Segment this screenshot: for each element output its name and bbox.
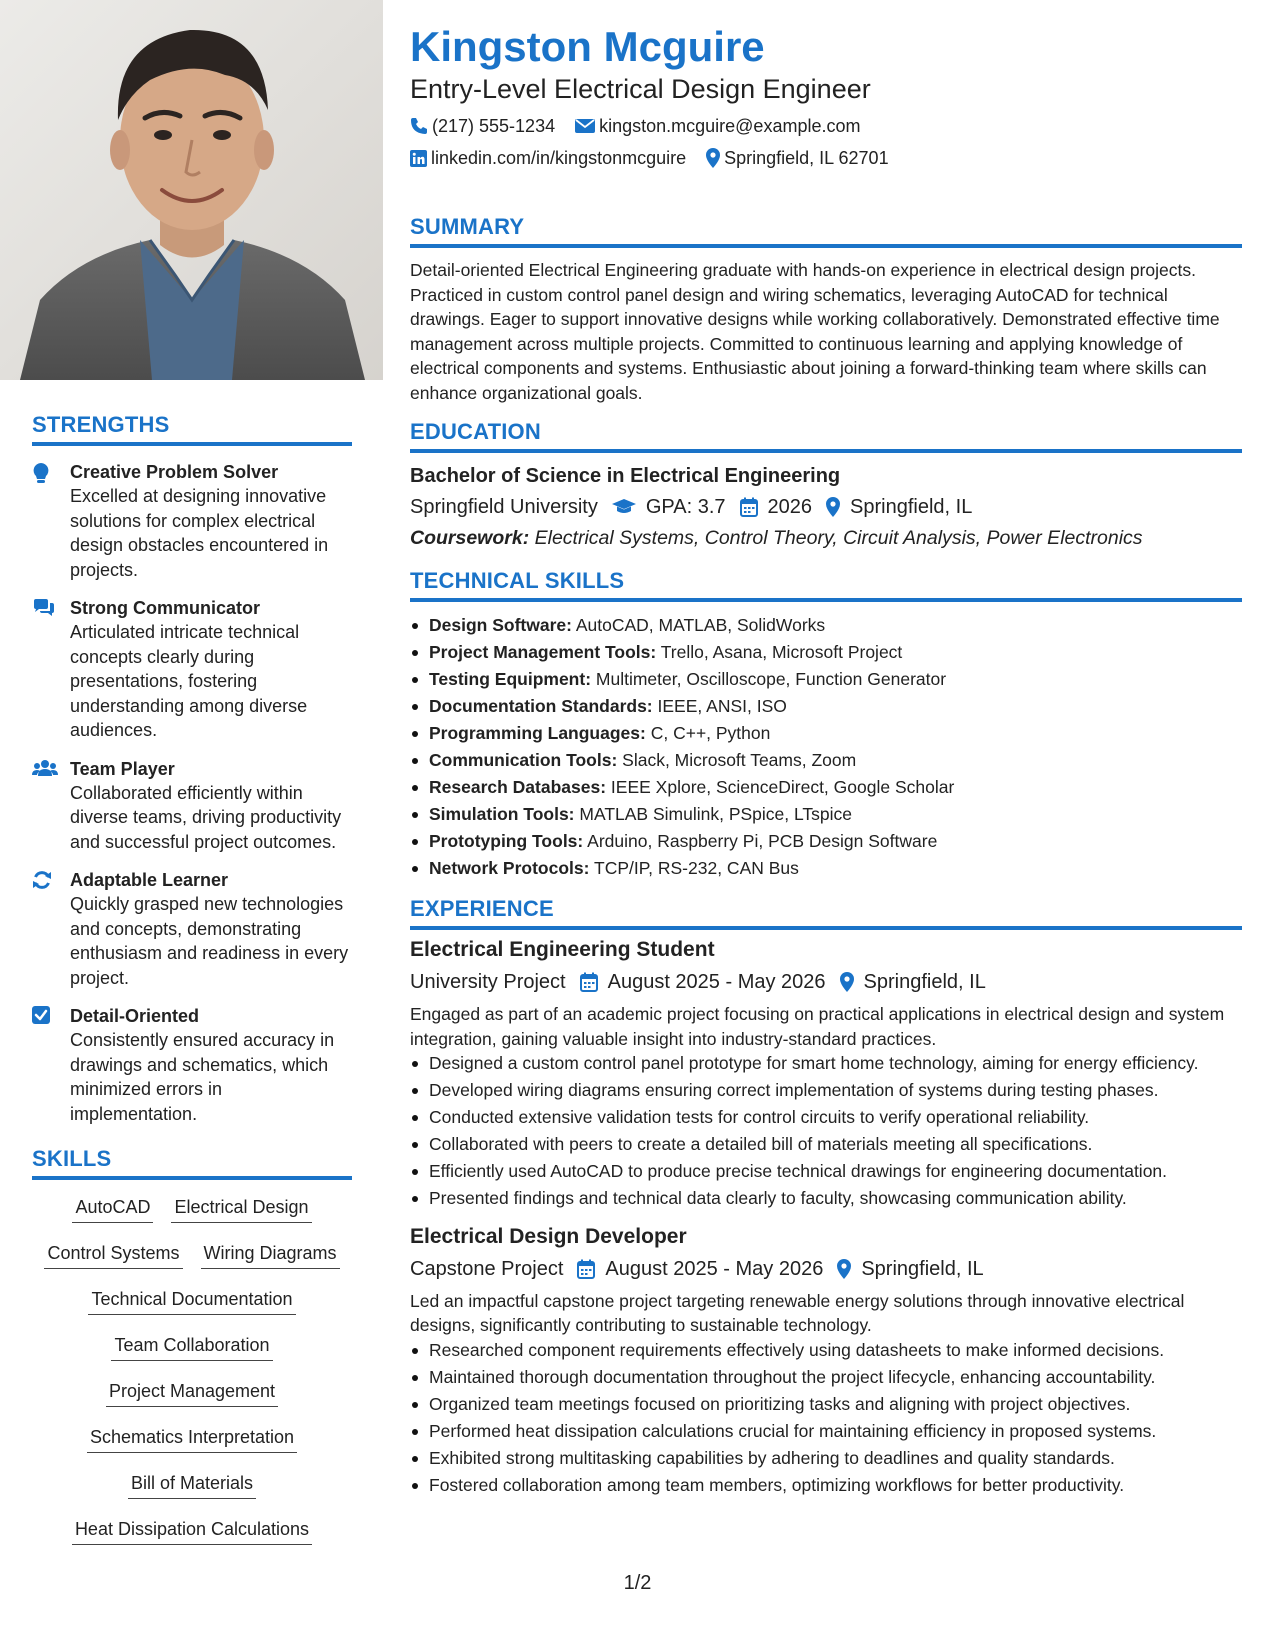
lightbulb-icon — [32, 460, 70, 582]
job-title: Electrical Design Developer — [410, 1224, 687, 1248]
skill-values: IEEE Xplore, ScienceDirect, Google Scholar — [610, 777, 955, 797]
calendar-icon — [740, 497, 758, 517]
coursework — [410, 524, 1242, 552]
strength-item — [32, 1004, 352, 1126]
skill-category: Simulation Tools: — [429, 804, 575, 824]
summary-heading: SUMMARY — [410, 214, 1242, 248]
right-column — [410, 22, 1242, 1500]
calendar-icon — [580, 972, 598, 992]
list-item: Performed heat dissipation calculations crucial for maintaining efficiency in proposed systems. — [410, 1419, 1242, 1444]
list-item — [410, 639, 1242, 666]
list-item: Exhibited strong multitasking capabilities by adhering to deadlines and quality standards. — [410, 1446, 1242, 1471]
strength-item — [32, 757, 352, 855]
education-location-item — [826, 493, 972, 521]
job-location: Springfield, IL — [861, 1257, 984, 1280]
job-description: Led an impactful capstone project targeting renewable energy solutions through innovative electrical designs, significantly contributing to sustainable technology. — [410, 1290, 1185, 1335]
graduation-year: 2026 — [767, 496, 813, 518]
degree-title: Bachelor of Science in Electrical Engineering — [410, 465, 841, 487]
list-item: Conducted extensive validation tests for control circuits to verify operational reliability. — [410, 1105, 1242, 1130]
technical-skills-list — [410, 612, 1242, 882]
location-text: Springfield, IL 62701 — [724, 148, 889, 168]
skill-category: Research Databases: — [429, 777, 607, 797]
education-heading: EDUCATION — [410, 419, 1242, 453]
phone-icon — [410, 117, 428, 135]
year-item — [740, 493, 813, 521]
list-item: Developed wiring diagrams ensuring correct implementation of systems during testing phases. — [410, 1078, 1242, 1103]
left-column — [32, 412, 352, 1545]
skill-values: TCP/IP, RS-232, CAN Bus — [594, 858, 799, 878]
job-meta — [410, 968, 1242, 996]
job-organization: Capstone Project — [410, 1257, 564, 1280]
resume-header — [410, 22, 1242, 170]
strength-item — [32, 868, 352, 990]
linkedin-text: linkedin.com/in/kingstonmcguire — [431, 148, 687, 168]
list-item: Presented findings and technical data clearly to faculty, showcasing communication ability. — [410, 1186, 1242, 1211]
list-item: Designed a custom control panel prototype for smart home technology, aiming for energy efficiency. — [410, 1051, 1242, 1076]
skill-values: MATLAB Simulink, PSpice, LTspice — [579, 804, 853, 824]
skill-category: Documentation Standards: — [429, 696, 653, 716]
map-pin-icon — [837, 1259, 851, 1279]
list-item: Fostered collaboration among team members, optimizing workflows for better productivity. — [410, 1473, 1242, 1498]
phone-contact[interactable] — [410, 114, 555, 138]
technical-skills-heading: TECHNICAL SKILLS — [410, 568, 1242, 602]
job-bullets — [410, 1051, 1242, 1211]
strength-title: Adaptable Learner — [70, 870, 229, 890]
envelope-icon — [575, 118, 595, 134]
skill-category: Design Software: — [429, 615, 572, 635]
job-dates: August 2025 - May 2026 — [607, 971, 826, 993]
list-item: Organized team meetings focused on prioritizing tasks and aligning with project objectives. — [410, 1392, 1242, 1417]
linkedin-contact[interactable] — [410, 146, 686, 170]
sync-icon — [32, 868, 70, 990]
gpa-item — [612, 493, 726, 521]
experience-entry — [410, 1223, 1242, 1498]
list-item — [410, 693, 1242, 720]
job-location-item — [837, 1255, 983, 1283]
location-contact — [706, 146, 888, 170]
skill-tag: Project Management — [106, 1378, 278, 1407]
contact-row — [410, 114, 1242, 138]
job-dates-item — [577, 1255, 823, 1283]
linkedin-icon — [410, 150, 427, 167]
list-item — [410, 720, 1242, 747]
list-item: Efficiently used AutoCAD to produce precise technical drawings for engineering documentation. — [410, 1159, 1242, 1184]
strength-description: Quickly grasped new technologies and concepts, demonstrating enthusiasm and readiness in every project. — [70, 894, 349, 988]
education-location: Springfield, IL — [850, 496, 973, 518]
summary-section — [410, 214, 1242, 405]
skill-tag: Schematics Interpretation — [87, 1424, 297, 1453]
strength-title: Creative Problem Solver — [70, 462, 279, 482]
skills-heading: SKILLS — [32, 1146, 352, 1180]
skill-category: Communication Tools: — [429, 750, 618, 770]
skill-values: C, C++, Python — [650, 723, 771, 743]
skill-values: Arduino, Raspberry Pi, PCB Design Software — [587, 831, 938, 851]
checkbox-icon — [32, 1004, 70, 1126]
email-contact[interactable] — [575, 114, 860, 138]
job-location-item — [840, 968, 986, 996]
skills-section — [32, 1146, 352, 1545]
technical-skills-section — [410, 568, 1242, 882]
skill-values: IEEE, ANSI, ISO — [657, 696, 787, 716]
strength-description: Collaborated efficiently within diverse teams, driving productivity and successful project outcomes. — [70, 782, 342, 852]
strengths-section — [32, 412, 352, 1126]
summary-text: Detail-oriented Electrical Engineering graduate with hands-on experience in electrical design projects. Practiced in custom control panel design and wiring schematics, leveraging AutoCAD for technical drawings. Eager to support innovative designs while working collaboratively. Demonstrated effective time management across multiple projects. Committed to continuous learning and applying knowledge of electrical components and systems. Enthusiastic about joining a forward-thinking team where skills can enhance organizational goals. — [410, 260, 1220, 403]
job-description: Engaged as part of an academic project focusing on practical applications in electrical design and system integration, gaining valuable insight into industry-standard practices. — [410, 1004, 1225, 1049]
strength-description: Consistently ensured accuracy in drawings and schematics, which minimized errors in implementation. — [70, 1030, 335, 1124]
list-item — [410, 855, 1242, 882]
gpa-text: GPA: 3.7 — [645, 496, 726, 518]
coursework-label: Coursework: — [410, 527, 530, 549]
coursework-list: Electrical Systems, Control Theory, Circuit Analysis, Power Electronics — [534, 527, 1143, 549]
email-text: kingston.mcguire@example.com — [599, 116, 861, 136]
skill-values: Trello, Asana, Microsoft Project — [660, 642, 903, 662]
map-pin-icon — [706, 148, 720, 168]
job-meta — [410, 1255, 1242, 1283]
list-item: Collaborated with peers to create a detailed bill of materials meeting all specifications. — [410, 1132, 1242, 1157]
contact-row — [410, 146, 1242, 170]
skill-values: Multimeter, Oscilloscope, Function Generator — [595, 669, 947, 689]
job-location: Springfield, IL — [863, 971, 986, 993]
strength-description: Articulated intricate technical concepts clearly during presentations, fostering understanding among diverse audiences. — [70, 622, 308, 740]
education-meta — [410, 493, 1242, 521]
list-item — [410, 612, 1242, 639]
education-section — [410, 419, 1242, 552]
job-title: Electrical Engineering Student — [410, 938, 715, 961]
graduation-cap-icon — [612, 498, 636, 516]
skills-list — [32, 1194, 352, 1545]
strength-description: Excelled at designing innovative solutions for complex electrical design obstacles encountered in projects. — [70, 486, 329, 580]
experience-heading: EXPERIENCE — [410, 896, 1242, 930]
list-item — [410, 774, 1242, 801]
strength-item — [32, 460, 352, 582]
list-item — [410, 801, 1242, 828]
job-dates-item — [580, 968, 826, 996]
chat-bubbles-icon — [32, 596, 70, 743]
skill-values: AutoCAD, MATLAB, SolidWorks — [575, 615, 826, 635]
list-item: Maintained thorough documentation throughout the project lifecycle, enhancing accountability. — [410, 1365, 1242, 1390]
skill-category: Testing Equipment: — [429, 669, 592, 689]
skill-category: Programming Languages: — [429, 723, 646, 743]
list-item — [410, 747, 1242, 774]
skill-category: Network Protocols: — [429, 858, 590, 878]
portrait-illustration — [0, 0, 383, 380]
strength-title: Team Player — [70, 758, 175, 779]
skill-tag: Control Systems — [44, 1240, 182, 1269]
list-item — [410, 666, 1242, 693]
skill-tag: Electrical Design — [171, 1194, 311, 1223]
calendar-icon — [577, 1259, 595, 1279]
skill-tag: Heat Dissipation Calculations — [72, 1516, 312, 1545]
skill-category: Prototyping Tools: — [429, 831, 584, 851]
map-pin-icon — [826, 497, 840, 517]
strength-title: Strong Communicator — [70, 598, 261, 618]
users-icon — [32, 757, 70, 855]
skill-tag: Team Collaboration — [111, 1332, 272, 1361]
list-item — [410, 828, 1242, 855]
job-bullets — [410, 1338, 1242, 1498]
strength-title: Detail-Oriented — [70, 1006, 200, 1026]
skill-tag: AutoCAD — [72, 1194, 153, 1223]
skill-tag: Technical Documentation — [88, 1286, 295, 1315]
strengths-heading: STRENGTHS — [32, 412, 352, 446]
candidate-role: Entry-Level Electrical Design Engineer — [410, 74, 871, 104]
page-number: 1/2 — [623, 1572, 652, 1594]
skill-tag: Wiring Diagrams — [201, 1240, 340, 1269]
candidate-name: Kingston Mcguire — [410, 23, 765, 70]
skill-tag: Bill of Materials — [128, 1470, 256, 1499]
experience-entry — [410, 936, 1242, 1211]
school-name: Springfield University — [410, 496, 598, 518]
experience-section — [410, 896, 1242, 1497]
phone-text: (217) 555-1234 — [432, 116, 556, 136]
job-dates: August 2025 - May 2026 — [605, 1257, 824, 1280]
skill-category: Project Management Tools: — [429, 642, 657, 662]
profile-photo — [0, 0, 383, 380]
strength-item — [32, 596, 352, 743]
job-organization: University Project — [410, 971, 566, 993]
list-item: Researched component requirements effectively using datasheets to make informed decisions. — [410, 1338, 1242, 1363]
skill-values: Slack, Microsoft Teams, Zoom — [622, 750, 857, 770]
map-pin-icon — [840, 972, 854, 992]
